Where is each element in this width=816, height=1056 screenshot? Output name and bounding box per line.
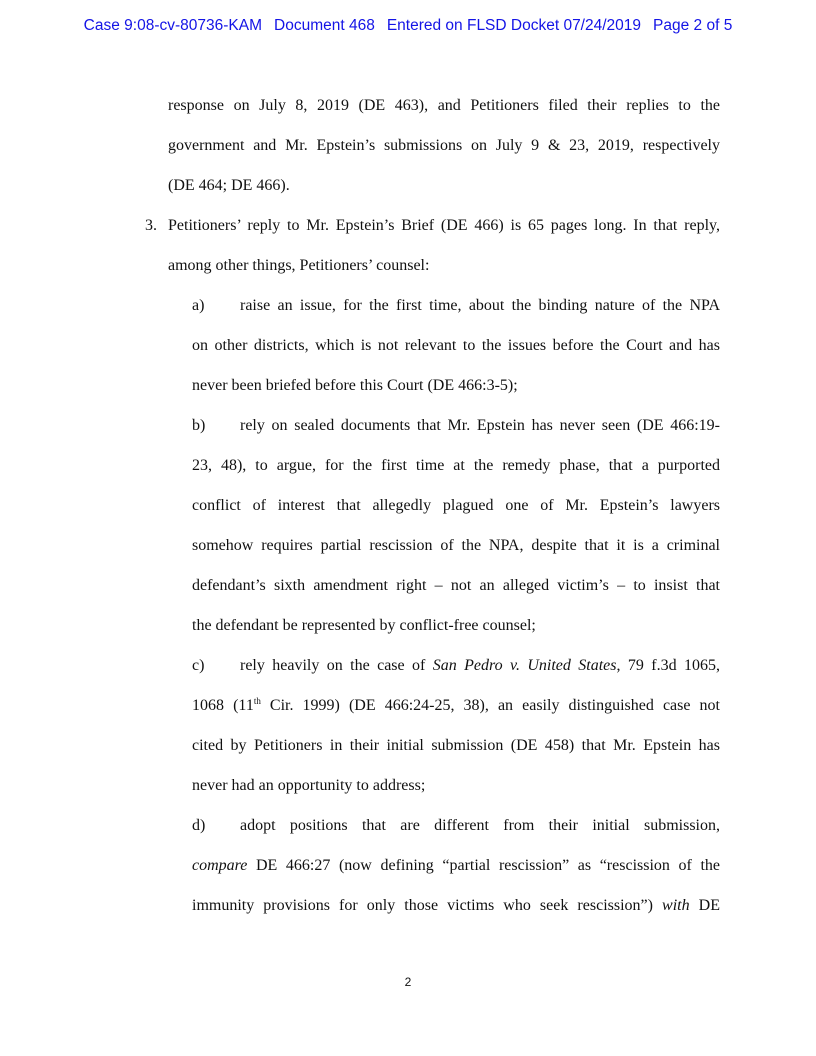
item-line: conflict of interest that allegedly plagued one of Mr. Epstein’s lawyers: [192, 497, 720, 514]
text: , 79 f.3d 1065,: [616, 657, 721, 674]
item-label: c): [192, 657, 205, 674]
item-line: [192, 856, 720, 876]
item-line: [192, 896, 720, 916]
text: 1068 (11: [192, 697, 254, 714]
signal-with: with: [662, 897, 690, 914]
item-line: never been briefed before this Court (DE 466:3-5);: [192, 377, 518, 394]
item-line: on other districts, which is not relevant to the issues before the Court and has: [192, 337, 720, 354]
item-label: b): [192, 417, 206, 434]
item-label: d): [192, 817, 206, 834]
text: rely heavily on the case of: [240, 657, 433, 674]
page-indicator: Page 2 of 5: [653, 17, 733, 34]
ordinal-suffix: th: [253, 696, 261, 706]
intro-line: government and Mr. Epstein’s submissions on July 9 & 23, 2019, respectively: [168, 137, 720, 154]
text: DE 466:27 (now defining “partial rescission” as “rescission of the: [247, 857, 720, 874]
text: immunity provisions for only those victims who seek rescission”): [192, 897, 663, 914]
item-line: rely on sealed documents that Mr. Epstein has never seen (DE 466:19-: [240, 417, 720, 434]
text: DE: [689, 897, 720, 914]
item-line: [192, 696, 720, 716]
item-label: a): [192, 297, 205, 314]
item-line: 23, 48), to argue, for the first time at the remedy phase, that a purported: [192, 457, 720, 474]
item-line: [240, 656, 720, 676]
item-line: defendant’s sixth amendment right – not an alleged victim’s – to insist that: [192, 577, 720, 594]
text: Cir. 1999) (DE 466:24-25, 38), an easily distinguished case not: [260, 697, 720, 714]
docket-entry-date: Entered on FLSD Docket 07/24/2019: [386, 17, 642, 34]
docket-header: [0, 17, 816, 35]
case-number: Case 9:08-cv-80736-KAM: [83, 17, 263, 34]
page-number: 2: [404, 975, 412, 989]
document-number: Document 468: [274, 17, 375, 34]
paragraph-line: among other things, Petitioners’ counsel:: [168, 257, 430, 274]
intro-line: response on July 8, 2019 (DE 463), and Petitioners filed their replies to the: [168, 97, 720, 114]
case-citation: San Pedro v. United States: [432, 657, 617, 674]
intro-line: (DE 464; DE 466).: [168, 177, 290, 194]
signal-compare: compare: [192, 857, 248, 874]
item-line: never had an opportunity to address;: [192, 777, 426, 794]
paragraph-line: Petitioners’ reply to Mr. Epstein’s Brief (DE 466) is 65 pages long. In that reply,: [168, 217, 720, 234]
item-line: somehow requires partial rescission of the NPA, despite that it is a criminal: [192, 537, 720, 554]
item-line: raise an issue, for the first time, about the binding nature of the NPA: [240, 297, 720, 314]
item-line: adopt positions that are different from their initial submission,: [240, 817, 720, 834]
item-line: the defendant be represented by conflict-free counsel;: [192, 617, 536, 634]
paragraph-number: 3.: [145, 217, 157, 234]
item-line: cited by Petitioners in their initial submission (DE 458) that Mr. Epstein has: [192, 737, 720, 754]
